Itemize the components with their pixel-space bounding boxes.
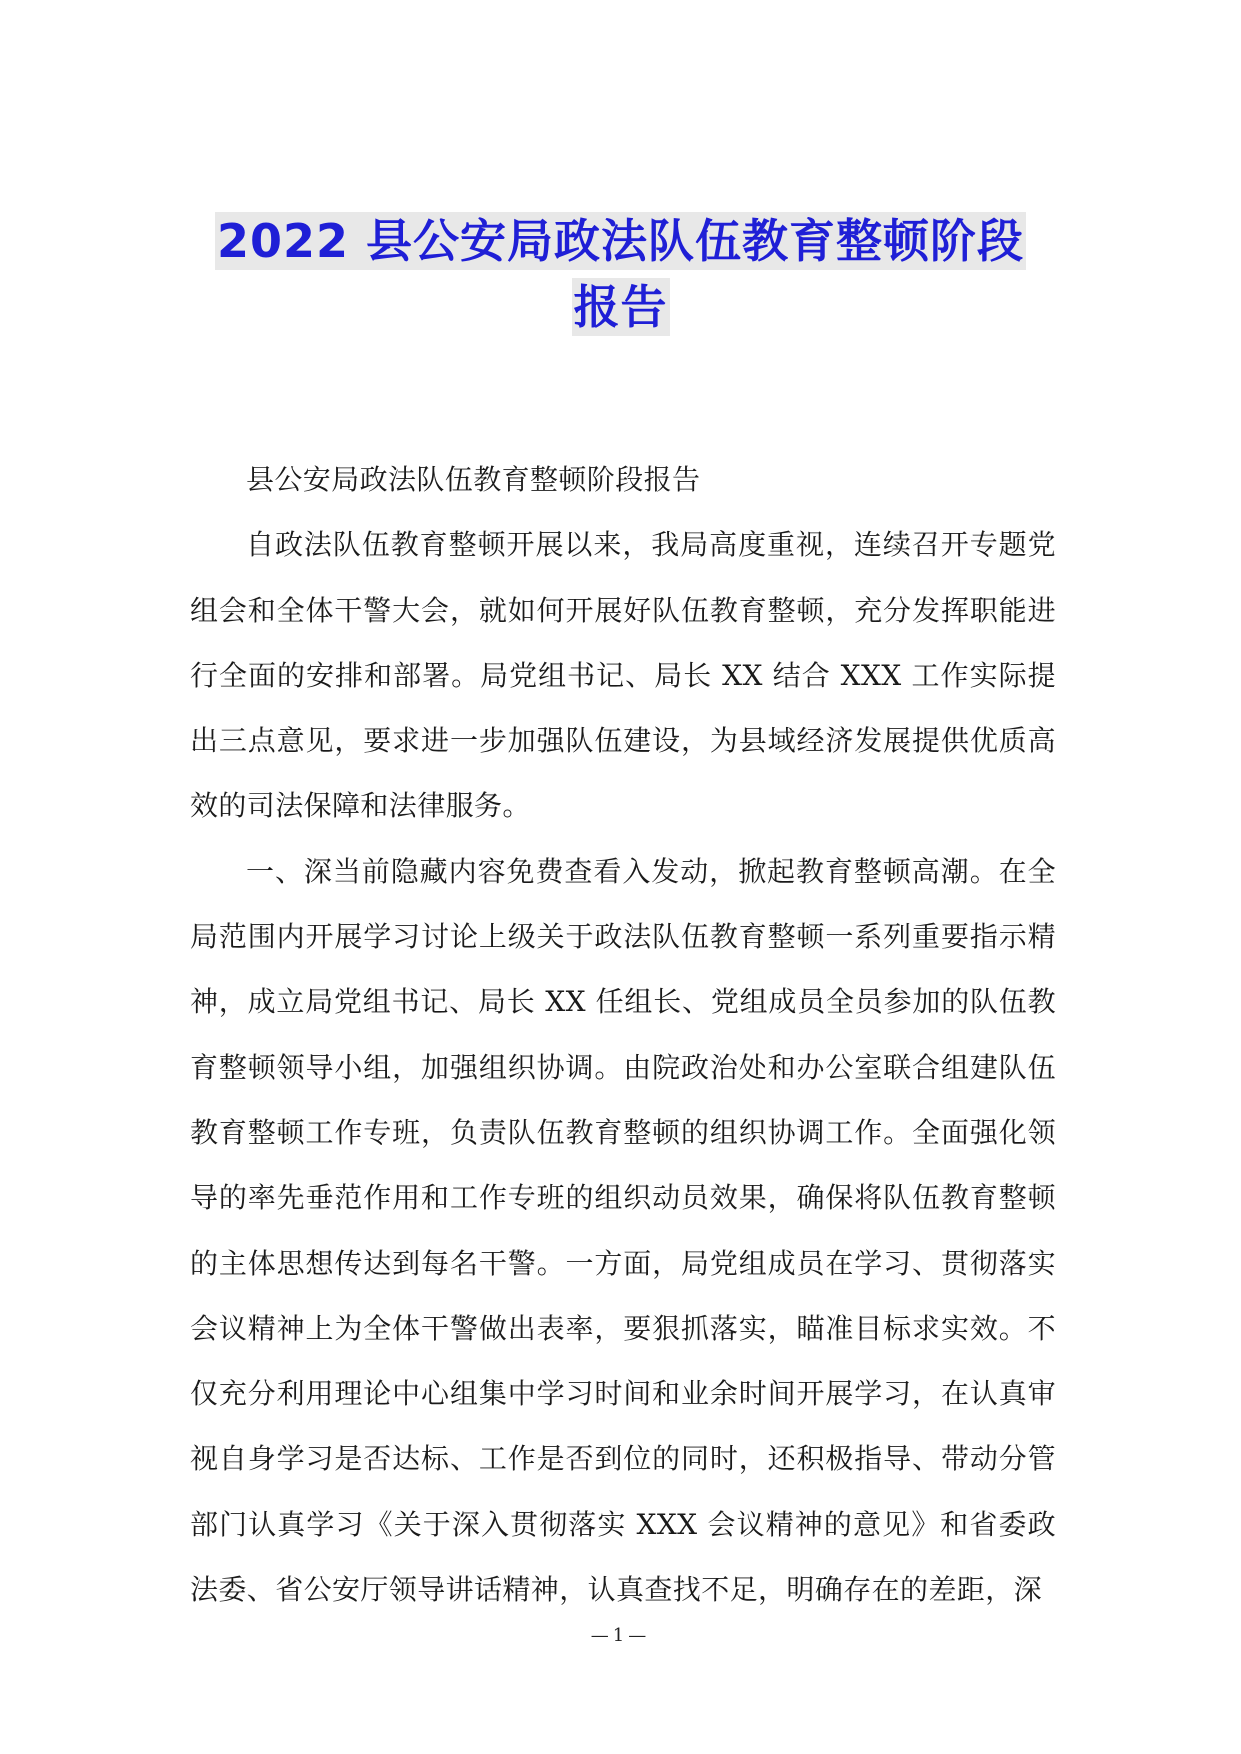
title-line-1: 2022 县公安局政法队伍教育整顿阶段 xyxy=(216,214,1025,268)
document-title xyxy=(0,212,1241,344)
document-body xyxy=(190,447,1056,1622)
page-number: —1— xyxy=(590,1625,651,1646)
title-line-2: 报告 xyxy=(573,280,668,334)
subtitle-paragraph: 县公安局政法队伍教育整顿阶段报告 xyxy=(246,463,701,496)
body-paragraph-2: 一、深当前隐藏内容免费查看入发动，掀起教育整顿高潮。在全局范围内开展学习讨论上级关于政法队伍教育整顿一系列重要指示精神，成立局党组书记、局长 XX 任组长、党组成员全员参加的队伍教育整顿领导小组，加强组织协调。由院政治处和办公室联合组建队伍教育整顿工作专班，负责队伍教育整顿的组织协调工作。全面强化领导的率先垂范作用和工作专班的组织动员效果，确保将队伍教育整顿的主体思想传达到每名干警。一方面，局党组成员在学习、贯彻落实会议精神上为全体干警做出表率，要狠抓落实，瞄准目标求实效。不仅充分利用理论中心组集中学习时间和业余时间开展学习，在认真审视自身学习是否达标、工作是否到位的同时，还积极指导、带动分管部门认真学习《关于深入贯彻落实 XXX 会议精神的意见》和省委政法委、省公安厅领导讲话精神，认真查找不足，明确存在的差距，深 xyxy=(190,854,1056,1607)
body-paragraph-1: 自政法队伍教育整顿开展以来，我局高度重视，连续召开专题党组会和全体干警大会，就如何开展好队伍教育整顿，充分发挥职能进行全面的安排和部署。局党组书记、局长 XX 结合 XXX 工作实际提出三点意见，要求进一步加强队伍建设，为县域经济发展提供优质高效的司法保障和法律服务。 xyxy=(190,528,1056,823)
